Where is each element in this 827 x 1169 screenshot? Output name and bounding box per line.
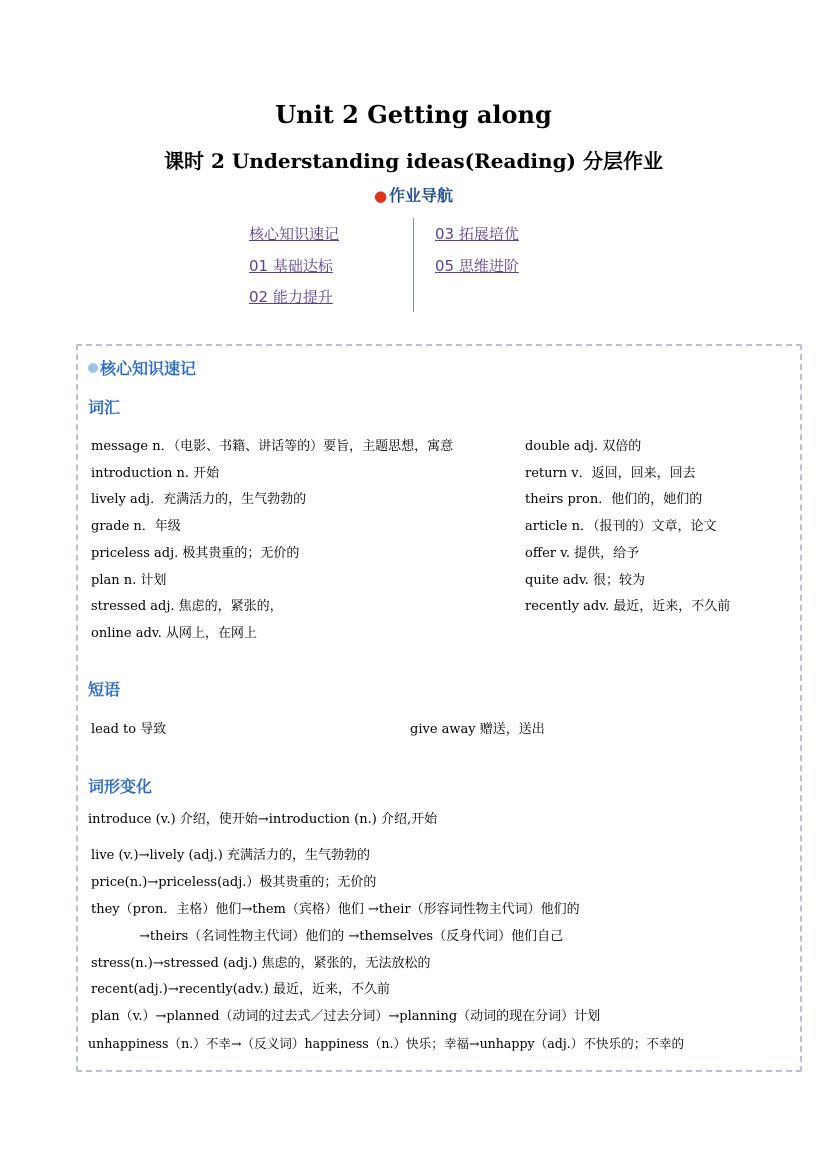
vocab-left-item: plan n. 计划 [91,573,167,588]
form-item: plan（v.）→planned（动词的过去式／过去分词）→planning（动词的现在分词）计划 [91,1009,601,1024]
unit-title: Unit 2 Getting along [275,100,552,129]
vocab-left-item: online adv. 从网上，在网上 [91,626,257,641]
vocab-title: 词汇 [88,398,121,417]
form-item: introduce (v.) 介绍，使开始→introduction (n.) 介绍,开始 [88,812,438,827]
vocab-left-item: stressed adj. 焦虑的，紧张的， [91,599,283,614]
vocab-right-item: double adj. 双倍的 [525,439,642,454]
vocab-right-item: return v．返回，回来，回去 [525,466,696,481]
form-item: price(n.)→priceless(adj.）极其贵重的；无价的 [91,875,377,890]
form-item: recent(adj.)→recently(adv.) 最近，近来，不久前 [91,982,391,997]
vocab-right-item: quite adv. 很；较为 [525,573,646,588]
nav-link-03[interactable]: 03 拓展培优 [435,225,519,243]
vocab-left-item: lively adj．充满活力的，生气勃勃的 [91,492,307,507]
vocab-right-item: offer v. 提供，给予 [525,546,640,561]
lesson-subtitle: 课时 2 Understanding ideas(Reading) 分层作业 [164,149,663,173]
vocab-left-item: priceless adj. 极其贵重的；无价的 [91,546,300,561]
phrase-item: give away 赠送，送出 [410,722,545,737]
forms-title: 词形变化 [88,777,153,796]
nav-link-02[interactable]: 02 能力提升 [249,288,333,306]
location-pin-icon: ● [373,187,388,205]
form-item: live (v.)→lively (adj.) 充满活力的，生气勃勃的 [91,848,370,863]
phrase-item: lead to 导致 [91,722,167,737]
nav-heading-text: 作业导航 [389,186,454,205]
core-section-title [88,356,196,379]
core-title-text: 核心知识速记 [100,359,197,378]
nav-divider [413,218,414,312]
vocab-right-item: recently adv. 最近，近来，不久前 [525,599,731,614]
nav-heading [0,183,827,206]
form-item: unhappiness（n.）不幸→（反义词）happiness（n.）快乐；幸福→unhappy（adj.）不快乐的；不幸的 [88,1036,685,1051]
nav-link-core[interactable]: 核心知识速记 [249,225,340,243]
nav-link-05[interactable]: 05 思维进阶 [435,257,519,275]
bullet-icon [88,363,98,373]
vocab-left-item: grade n．年级 [91,519,181,534]
vocab-left-item: message n．（电影、书籍、讲话等的）要旨，主题思想，寓意 [91,439,454,454]
form-item: stress(n.)→stressed (adj.) 焦虑的，紧张的，无法放松的 [91,956,431,971]
vocab-right-item: article n．（报刊的）文章，论文 [525,519,717,534]
form-item: they（pron．主格）他们→them（宾格）他们 →their（形容词性物主代词）他们的 [91,902,580,917]
phrases-title: 短语 [88,680,121,699]
vocab-left-item: introduction n. 开始 [91,466,220,481]
form-item: →theirs（名词性物主代词）他们的 →themselves（反身代词）他们自己 [139,929,564,944]
nav-link-01[interactable]: 01 基础达标 [249,257,333,275]
vocab-right-item: theirs pron．他们的，她们的 [525,492,703,507]
